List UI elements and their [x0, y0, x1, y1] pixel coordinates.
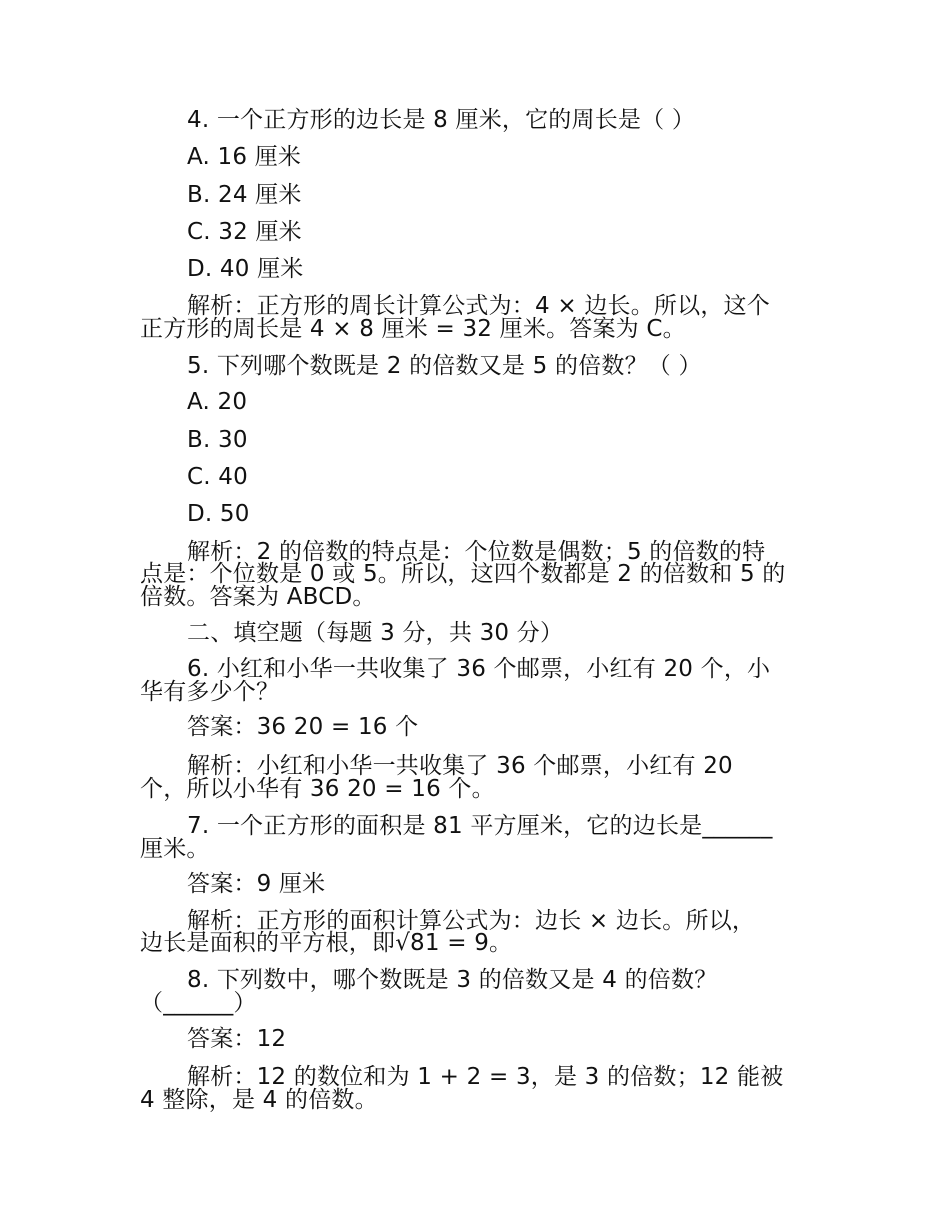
q7-answer: 答案：9 厘米: [187, 871, 326, 897]
q6-analysis-line-1: 解析：小红和小华一共收集了 36 个邮票，小红有 20: [187, 753, 733, 779]
q4-stem: 4. 一个正方形的边长是 8 厘米，它的周长是（ ）: [187, 107, 696, 133]
q6-stem-line-1: 6. 小红和小华一共收集了 36 个邮票，小红有 20 个，小: [187, 656, 771, 682]
q5-analysis-line-3: 倍数。答案为 ABCD。: [140, 584, 376, 610]
q8-stem-line-1: 8. 下列数中，哪个数既是 3 的倍数又是 4 的倍数？: [187, 967, 718, 993]
q4-analysis-line-2: 正方形的周长是 4 × 8 厘米 = 32 厘米。答案为 C。: [140, 316, 686, 342]
q5-analysis-line-1: 解析：2 的倍数的特点是：个位数是偶数；5 的倍数的特: [187, 539, 766, 565]
q8-analysis-line-1: 解析：12 的数位和为 1 + 2 = 3，是 3 的倍数；12 能被: [187, 1064, 784, 1090]
q4-option-d: D. 40 厘米: [187, 256, 304, 282]
q8-analysis-line-2: 4 整除，是 4 的倍数。: [140, 1087, 378, 1113]
q4-analysis-line-1: 解析：正方形的周长计算公式为：4 × 边长。所以，这个: [187, 293, 770, 319]
q5-analysis-line-2: 点是：个位数是 0 或 5。所以，这四个数都是 2 的倍数和 5 的: [140, 561, 786, 587]
q5-option-b: B. 30: [187, 427, 248, 453]
q7-stem-line-1: 7. 一个正方形的面积是 81 平方厘米，它的边长是______: [187, 813, 773, 839]
q4-option-b: B. 24 厘米: [187, 182, 302, 208]
section-title: 二、填空题（每题 3 分，共 30 分）: [187, 620, 564, 646]
q8-stem-line-2: （______）: [140, 990, 257, 1016]
q5-option-d: D. 50: [187, 501, 250, 527]
q5-stem: 5. 下列哪个数既是 2 的倍数又是 5 的倍数？（ ）: [187, 353, 702, 379]
q7-stem-line-2: 厘米。: [140, 836, 210, 862]
q6-analysis-line-2: 个，所以小华有 36 20 = 16 个。: [140, 776, 495, 802]
q5-option-c: C. 40: [187, 464, 248, 490]
q6-answer: 答案：36 20 = 16 个: [187, 714, 419, 740]
q7-analysis-line-1: 解析：正方形的面积计算公式为：边长 × 边长。所以，: [187, 908, 756, 934]
q6-stem-line-2: 华有多少个？: [140, 679, 280, 705]
q4-option-c: C. 32 厘米: [187, 219, 302, 245]
q7-analysis-line-2: 边长是面积的平方根，即√81 = 9。: [140, 930, 513, 956]
q8-answer: 答案：12: [187, 1026, 287, 1052]
q4-option-a: A. 16 厘米: [187, 144, 302, 170]
q5-option-a: A. 20: [187, 389, 248, 415]
